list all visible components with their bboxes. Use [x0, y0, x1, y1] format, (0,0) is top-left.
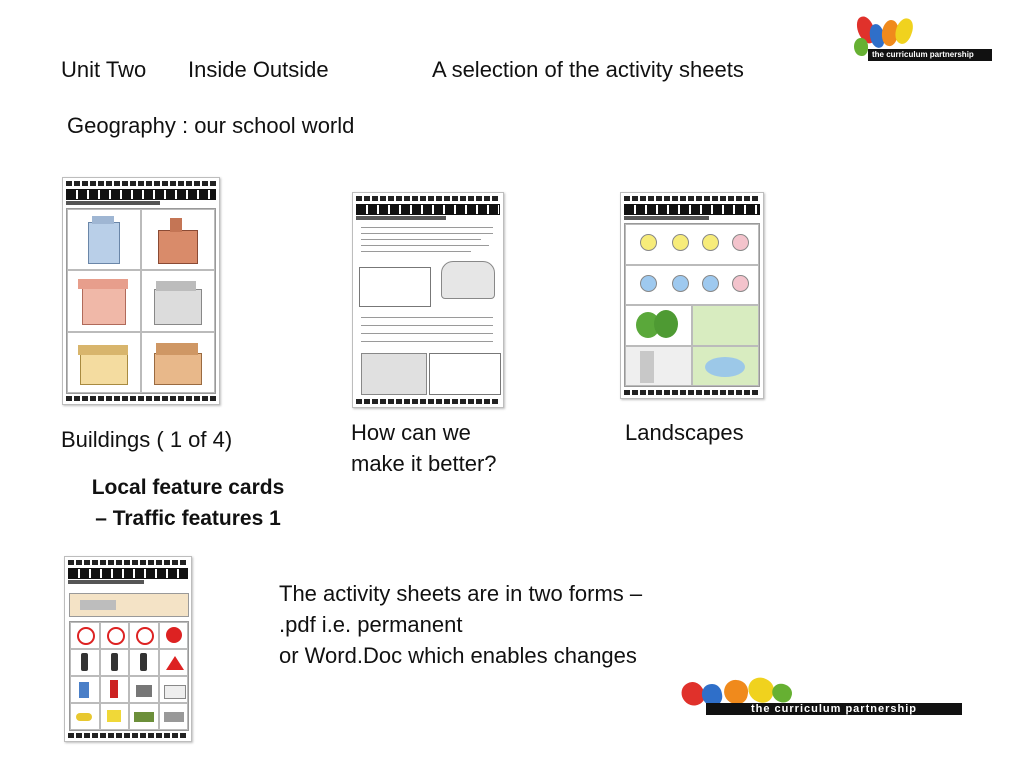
logo-text: the curriculum partnership — [868, 49, 992, 61]
building-card — [141, 332, 215, 393]
building-card — [141, 209, 215, 270]
landscapes-sheet-thumbnail[interactable] — [620, 192, 764, 399]
sad-face-icon — [702, 275, 719, 292]
traffic-features-sheet-thumbnail[interactable] — [64, 556, 192, 742]
trees-card — [625, 305, 692, 346]
road-card — [625, 346, 692, 387]
improve-sheet-thumbnail[interactable] — [352, 192, 504, 408]
traffic-grid — [69, 621, 189, 731]
sad-face-icon — [672, 275, 689, 292]
post-box-icon — [110, 680, 118, 698]
sad-face-icon — [640, 275, 657, 292]
subject-heading: Geography : our school world — [67, 113, 355, 138]
happy-face-icon — [640, 234, 657, 251]
hand-orange-icon — [722, 678, 750, 706]
building-card — [67, 209, 141, 270]
bollards-icon — [136, 685, 152, 697]
field-card — [692, 305, 759, 346]
traffic-light-icon — [81, 653, 88, 671]
notes-line2: .pdf i.e. permanent — [279, 612, 463, 637]
improve-caption-line1: How can we — [351, 420, 471, 445]
building-card — [141, 270, 215, 331]
curriculum-partnership-logo-bottom — [676, 678, 966, 718]
traffic-light-icon — [111, 653, 118, 671]
topic-label: Inside Outside — [188, 57, 329, 82]
landscapes-grid — [624, 223, 760, 387]
improve-caption-line2: make it better? — [351, 451, 497, 476]
speed-sign-icon — [77, 627, 95, 645]
logo-text: the curriculum partnership — [706, 703, 962, 715]
notes-line1: The activity sheets are in two forms – — [279, 581, 643, 606]
crossing-icon — [164, 685, 186, 699]
curriculum-partnership-logo-top — [850, 10, 990, 65]
buildings-caption: Buildings ( 1 of 4) — [61, 427, 233, 452]
landscapes-caption: Landscapes — [625, 420, 744, 445]
traffic-header-strip — [69, 593, 189, 617]
local-feature-title-line1: Local feature cards — [91, 476, 285, 499]
buildings-grid — [66, 208, 216, 394]
stop-sign-icon — [166, 627, 182, 643]
pond-card — [692, 346, 759, 387]
sign-icon — [76, 713, 92, 721]
happy-face-icon — [672, 234, 689, 251]
bench-icon — [134, 712, 154, 722]
buildings-sheet-thumbnail[interactable] — [62, 177, 220, 405]
unit-label: Unit Two — [61, 57, 147, 82]
hand-green-icon — [854, 38, 868, 56]
building-card — [67, 332, 141, 393]
fence-icon — [164, 712, 184, 722]
sign-icon — [107, 710, 121, 722]
speed-sign-icon — [136, 627, 154, 645]
local-feature-title-line2: – Traffic features 1 — [95, 507, 281, 530]
selection-heading: A selection of the activity sheets — [432, 57, 744, 82]
happy-face-icon — [732, 234, 749, 251]
speed-sign-icon — [107, 627, 125, 645]
sad-face-icon — [732, 275, 749, 292]
happy-face-icon — [702, 234, 719, 251]
street-illustration — [361, 353, 427, 395]
warning-sign-icon — [166, 656, 184, 670]
traffic-light-icon — [140, 653, 147, 671]
traffic-scene-illustration — [441, 261, 495, 299]
bus-stop-icon — [79, 682, 89, 698]
building-card — [67, 270, 141, 331]
notes-line3: or Word.Doc which enables changes — [279, 643, 637, 668]
